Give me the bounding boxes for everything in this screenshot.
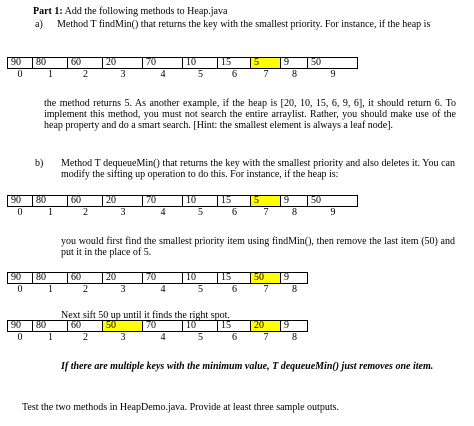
array-cell: 9 xyxy=(281,273,308,284)
heap-array-b1 xyxy=(7,195,358,207)
array-cell: 20 xyxy=(103,273,143,284)
heap-indices-b3 xyxy=(7,333,308,343)
array-cell: 20 xyxy=(251,321,281,332)
array-index: 4 xyxy=(160,69,166,80)
array-cell: 20 xyxy=(103,196,143,207)
array-cell: 80 xyxy=(33,273,68,284)
item-a-text: Method T findMin() that returns the key with the smallest priority. For instance, if the heap is xyxy=(57,19,431,30)
item-b-follow2: Next sift 50 up until it finds the right spot. xyxy=(61,310,230,321)
heap-array-b3 xyxy=(7,320,308,332)
array-cell: 5 xyxy=(251,196,281,207)
item-b-note: If there are multiple keys with the minimum value, T dequeueMin() just removes one item. xyxy=(61,361,434,372)
array-index: 1 xyxy=(48,284,53,295)
item-b-marker: b) xyxy=(35,158,44,169)
array-cell: 60 xyxy=(68,196,103,207)
array-index: 3 xyxy=(120,284,126,295)
array-index: 8 xyxy=(292,284,297,295)
heap-indices-b2 xyxy=(7,285,308,295)
array-index: 0 xyxy=(17,332,23,343)
array-index: 3 xyxy=(120,69,126,80)
array-cell: 90 xyxy=(8,273,33,284)
array-cell: 10 xyxy=(183,273,218,284)
array-index: 7 xyxy=(263,69,269,80)
array-cell: 9 xyxy=(281,196,308,207)
array-index: 0 xyxy=(17,284,23,295)
array-cell: 90 xyxy=(8,58,33,69)
array-cell: 70 xyxy=(143,58,183,69)
array-index: 2 xyxy=(83,207,88,218)
array-index: 5 xyxy=(198,207,203,218)
array-cell: 90 xyxy=(8,321,33,332)
footer-text: Test the two methods in HeapDemo.java. Provide at least three sample outputs. xyxy=(22,402,340,413)
array-index: 6 xyxy=(232,332,237,343)
heap-indices-a xyxy=(7,70,358,80)
heap-array-a xyxy=(7,57,358,69)
array-cell: 15 xyxy=(218,321,251,332)
array-index: 5 xyxy=(198,69,203,80)
array-cell: 20 xyxy=(103,58,143,69)
array-cell: 80 xyxy=(33,58,68,69)
array-index: 7 xyxy=(263,207,269,218)
array-cell: 9 xyxy=(281,58,308,69)
array-index: 0 xyxy=(17,207,23,218)
array-index: 2 xyxy=(83,69,88,80)
array-cell: 50 xyxy=(308,58,358,69)
item-b-text: Method T dequeueMin() that returns the key with the smallest priority and also deletes it. You can modify the sifting up operation to do this. For instance, if the heap is: xyxy=(61,158,455,180)
array-cell: 10 xyxy=(183,58,218,69)
array-cell: 70 xyxy=(143,196,183,207)
array-cell: 50 xyxy=(251,273,281,284)
array-cell: 5 xyxy=(251,58,281,69)
heap-array-b2 xyxy=(7,272,308,284)
array-index: 8 xyxy=(292,207,297,218)
array-index: 3 xyxy=(120,207,126,218)
array-cell: 10 xyxy=(183,321,218,332)
page-heading xyxy=(33,6,227,17)
array-index: 1 xyxy=(48,69,53,80)
heading-label: Part 1: xyxy=(33,6,63,17)
array-index: 8 xyxy=(292,332,297,343)
array-index: 7 xyxy=(263,332,269,343)
array-index: 2 xyxy=(83,284,88,295)
array-index: 6 xyxy=(232,207,237,218)
array-cell: 15 xyxy=(218,58,251,69)
array-index: 1 xyxy=(48,207,53,218)
array-cell: 15 xyxy=(218,196,251,207)
array-cell: 70 xyxy=(143,273,183,284)
array-index: 9 xyxy=(330,207,336,218)
array-cell: 50 xyxy=(103,321,143,332)
array-cell: 60 xyxy=(68,321,103,332)
array-index: 4 xyxy=(160,284,166,295)
array-index: 4 xyxy=(160,207,166,218)
array-cell: 90 xyxy=(8,196,33,207)
array-index: 7 xyxy=(263,284,269,295)
heap-indices-b1 xyxy=(7,208,358,218)
array-index: 9 xyxy=(330,69,336,80)
array-cell: 70 xyxy=(143,321,183,332)
array-index: 8 xyxy=(292,69,297,80)
array-index: 3 xyxy=(120,332,126,343)
array-cell: 15 xyxy=(218,273,251,284)
array-cell: 60 xyxy=(68,58,103,69)
array-cell: 10 xyxy=(183,196,218,207)
array-index: 5 xyxy=(198,284,203,295)
heading-text: Add the following methods to Heap.java xyxy=(62,6,228,17)
item-b-follow1: you would first find the smallest priority item using findMin(), then remove the last item (50) and put it in the place of 5. xyxy=(61,236,455,258)
array-index: 5 xyxy=(198,332,203,343)
item-a-marker: a) xyxy=(35,19,43,30)
array-cell: 50 xyxy=(308,196,358,207)
array-index: 4 xyxy=(160,332,166,343)
array-index: 0 xyxy=(17,69,23,80)
array-index: 2 xyxy=(83,332,88,343)
array-cell: 80 xyxy=(33,321,68,332)
array-index: 6 xyxy=(232,284,237,295)
array-index: 1 xyxy=(48,332,53,343)
array-cell: 9 xyxy=(281,321,308,332)
array-cell: 80 xyxy=(33,196,68,207)
array-cell: 60 xyxy=(68,273,103,284)
array-index: 6 xyxy=(232,69,237,80)
item-a-follow: the method returns 5. As another example, if the heap is [20, 10, 15, 6, 9, 6], it should return 6. To implement this method, you must not search the entire arraylist. Rather, you should make use of the heap property and do a smart search. [Hint: the smallest element is always a leaf node]. xyxy=(44,98,456,131)
